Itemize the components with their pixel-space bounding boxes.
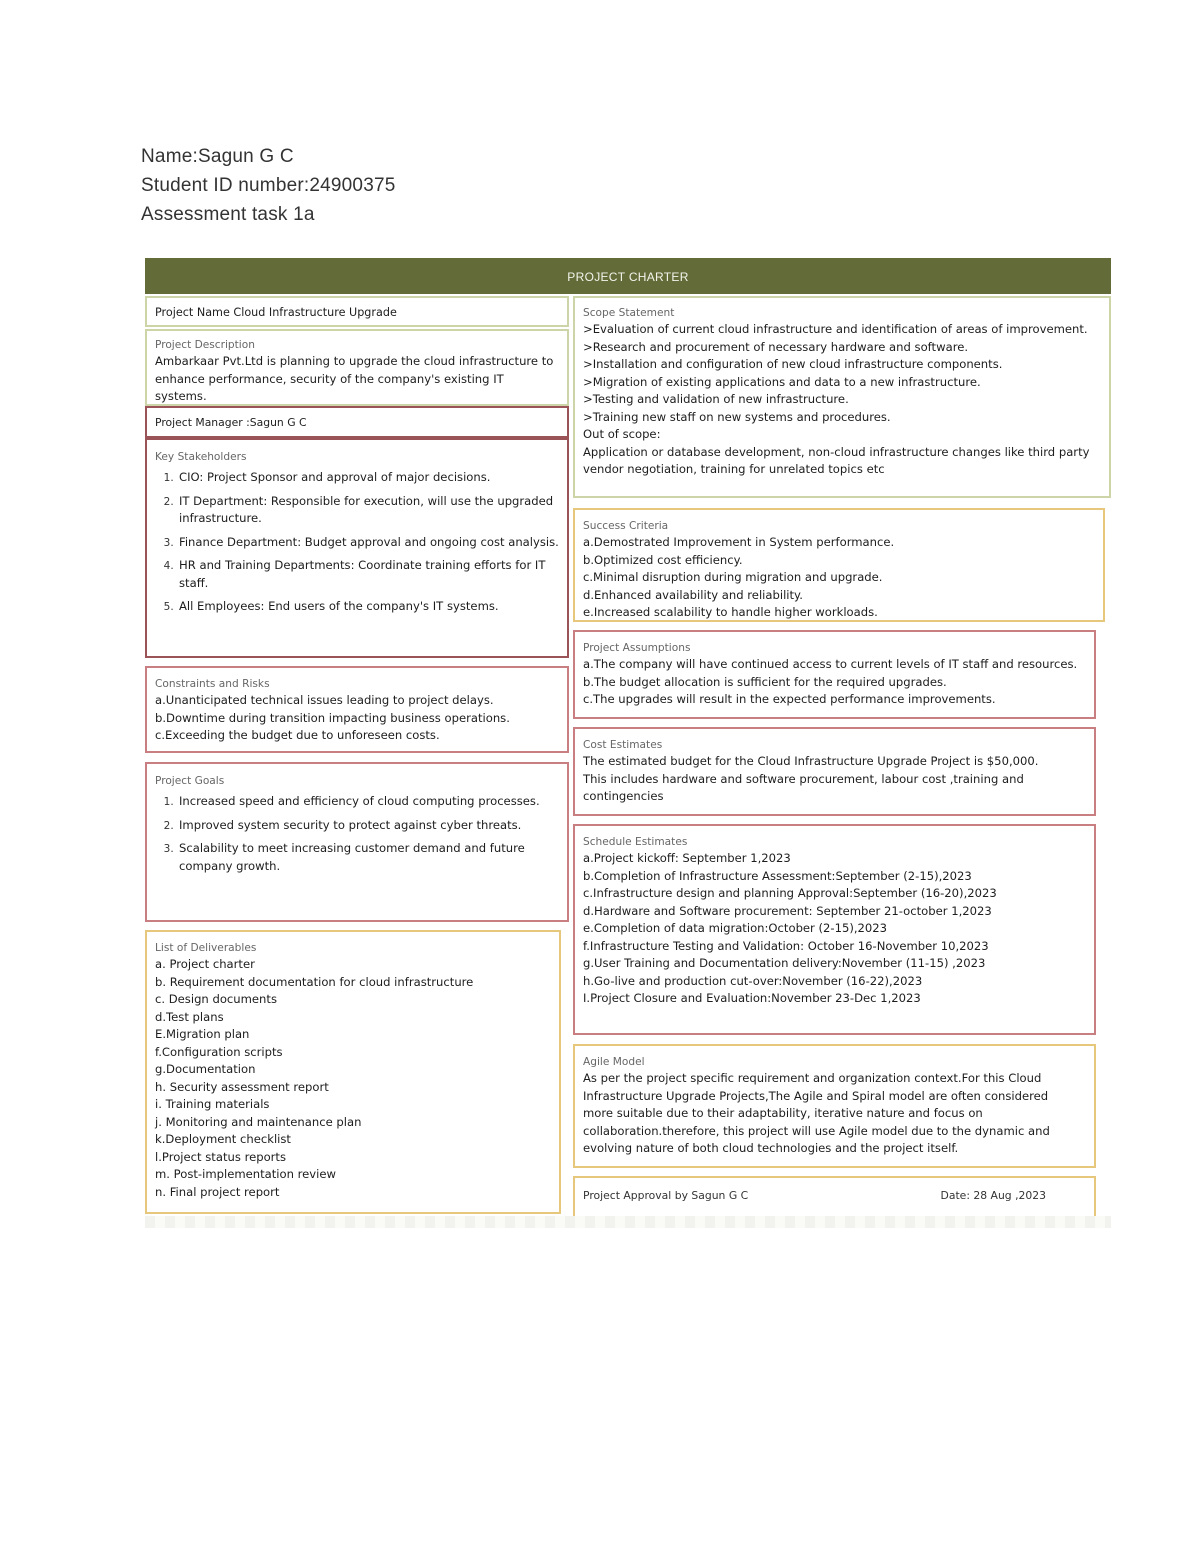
student-header	[141, 142, 396, 229]
list-item: b.The budget allocation is sufficient for the required upgrades.	[583, 674, 947, 689]
list-item: 2. Improved system security to protect against cyber threats.	[177, 817, 559, 835]
project-description-label: Project Description	[155, 339, 255, 351]
list-item: 1. Increased speed and efficiency of cloud computing processes.	[177, 793, 559, 811]
list-item: >Evaluation of current cloud infrastructure and identification of areas of improvement.	[583, 322, 1088, 336]
list-item: c. Design documents	[155, 992, 277, 1006]
list-item: d.Enhanced availability and reliability.	[583, 587, 803, 602]
list-item: 3. Scalability to meet increasing customer demand and future company growth.	[177, 840, 559, 875]
list-item: >Training new staff on new systems and procedures.	[583, 409, 891, 424]
list-item: d.Test plans	[155, 1009, 224, 1024]
project-goals-box	[145, 762, 569, 922]
project-description-box	[145, 329, 569, 406]
schedule-estimates-label: Schedule Estimates	[583, 836, 688, 848]
list-item: h. Security assessment report	[155, 1079, 329, 1094]
project-manager: Project Manager :Sagun G C	[155, 416, 307, 429]
list-item: Application or database development, non-cloud infrastructure changes like third party vendor negotiation, training for unrelated topics etc	[583, 444, 1094, 476]
list-item: c.Exceeding the budget due to unforeseen costs.	[155, 728, 440, 742]
goals-list	[155, 793, 559, 875]
bottom-divider	[145, 1216, 1111, 1228]
agile-model-text: As per the project specific requirement and organization context.For this Cloud Infrastructure Upgrade Projects,The Agile and Spiral model are often considered more suitable due to their adaptability, iterative nature and focus on collaboration.therefore, this project will use Agile model due to the dynamic and evolving nature of both cloud technologies and the project itself.	[583, 1071, 1050, 1155]
list-item: >Migration of existing applications and data to a new infrastructure.	[583, 374, 981, 389]
key-stakeholders-label: Key Stakeholders	[155, 451, 247, 463]
project-approval-text: Project Approval by Sagun G C	[583, 1189, 749, 1202]
list-item: c.Minimal disruption during migration and upgrade.	[583, 570, 883, 584]
project-name: Project Name Cloud Infrastructure Upgrade	[155, 306, 397, 319]
schedule-estimates-box	[573, 824, 1096, 1035]
list-item: b.Optimized cost efficiency.	[583, 552, 743, 567]
list-item: a.The company will have continued access to current levels of IT staff and resources.	[583, 657, 1078, 671]
list-item: j. Monitoring and maintenance plan	[155, 1114, 362, 1129]
list-item: n. Final project report	[155, 1184, 280, 1199]
success-criteria-box	[573, 508, 1105, 622]
list-item: a.Demostrated Improvement in System performance.	[583, 535, 895, 549]
key-stakeholders-box	[145, 438, 569, 658]
list-item: d.Hardware and Software procurement: September 21-october 1,2023	[583, 903, 992, 918]
list-item: b.Downtime during transition impacting business operations.	[155, 710, 510, 725]
list-item: a. Project charter	[155, 957, 255, 971]
list-item: g.User Training and Documentation delivery:November (11-15) ,2023	[583, 956, 986, 970]
project-manager-box	[145, 406, 569, 438]
list-item: g.Documentation	[155, 1062, 256, 1076]
project-assumptions-box	[573, 630, 1096, 719]
list-item: e.Increased scalability to handle higher workloads.	[583, 605, 878, 619]
list-item: 5. All Employees: End users of the company's IT systems.	[177, 598, 559, 616]
list-item: k.Deployment checklist	[155, 1132, 291, 1146]
list-item: m. Post-implementation review	[155, 1167, 336, 1181]
deliverables-box	[145, 930, 561, 1214]
student-id: Student ID number:24900375	[141, 175, 396, 196]
list-item: h.Go-live and production cut-over:November (16-22),2023	[583, 973, 923, 988]
list-item: 2. IT Department: Responsible for execution, will use the upgraded infrastructure.	[177, 493, 559, 528]
list-item: >Testing and validation of new infrastructure.	[583, 392, 849, 406]
constraints-risks-box	[145, 666, 569, 753]
list-item: 3. Finance Department: Budget approval and ongoing cost analysis.	[177, 534, 559, 552]
list-item: c.Infrastructure design and planning Approval:September (16-20),2023	[583, 886, 997, 900]
agile-model-label: Agile Model	[583, 1056, 645, 1068]
list-item: 1. CIO: Project Sponsor and approval of major decisions.	[177, 469, 559, 487]
list-item: f.Configuration scripts	[155, 1044, 283, 1059]
project-charter	[145, 258, 1111, 1228]
project-approval-row	[583, 1187, 1086, 1205]
stakeholders-list	[155, 469, 559, 616]
list-item: I.Project Closure and Evaluation:November 23-Dec 1,2023	[583, 991, 921, 1005]
student-name: Name:Sagun G C	[141, 146, 294, 167]
assessment-task: Assessment task 1a	[141, 204, 315, 225]
agile-model-box	[573, 1044, 1096, 1168]
list-item: a.Project kickoff: September 1,2023	[583, 851, 791, 865]
list-item: 4. HR and Training Departments: Coordinate training efforts for IT staff.	[177, 557, 559, 592]
cost-estimates-box	[573, 727, 1096, 816]
constraints-risks-label: Constraints and Risks	[155, 678, 270, 690]
charter-title: PROJECT CHARTER	[145, 258, 1111, 294]
list-item: l.Project status reports	[155, 1149, 287, 1164]
list-item: Out of scope:	[583, 427, 661, 441]
list-item: E.Migration plan	[155, 1027, 250, 1041]
list-item: f.Infrastructure Testing and Validation: October 16-November 10,2023	[583, 938, 989, 953]
list-item: e.Completion of data migration:October (2-15),2023	[583, 921, 888, 935]
cost-estimates-text: The estimated budget for the Cloud Infrastructure Upgrade Project is $50,000. This includes hardware and software procurement, labour cost ,training and contingencies	[583, 754, 1039, 803]
list-item: b. Requirement documentation for cloud infrastructure	[155, 974, 474, 989]
success-criteria-label: Success Criteria	[583, 520, 669, 532]
scope-statement-label: Scope Statement	[583, 307, 675, 319]
project-assumptions-label: Project Assumptions	[583, 642, 691, 654]
project-goals-label: Project Goals	[155, 775, 225, 787]
scope-statement-box	[573, 296, 1111, 498]
list-item: c.The upgrades will result in the expected performance improvements.	[583, 692, 996, 706]
list-item: a.Unanticipated technical issues leading to project delays.	[155, 693, 494, 707]
deliverables-label: List of Deliverables	[155, 942, 257, 954]
list-item: b.Completion of Infrastructure Assessment:September (2-15),2023	[583, 868, 972, 883]
list-item: i. Training materials	[155, 1097, 270, 1111]
project-description-text: Ambarkaar Pvt.Ltd is planning to upgrade the cloud infrastructure to enhance performance, security of the company's existing IT systems.	[155, 354, 554, 403]
list-item: >Research and procurement of necessary hardware and software.	[583, 339, 969, 354]
approval-date: Date: 28 Aug ,2023	[940, 1189, 1046, 1202]
list-item: >Installation and configuration of new cloud infrastructure components.	[583, 357, 1003, 371]
cost-estimates-label: Cost Estimates	[583, 739, 663, 751]
project-name-box	[145, 296, 569, 327]
